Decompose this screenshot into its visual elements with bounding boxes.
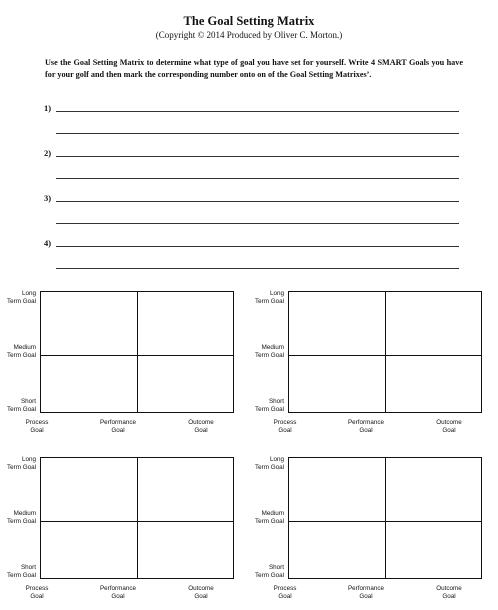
goal-number: 1) (44, 103, 52, 113)
instructions-text: Use the Goal Setting Matrix to determine what type of goal you have set for yourself. Write 4 SMART Goals you have for your golf and then mark the corresponding number onto on of the Goal Setting Matrixes’. (45, 58, 463, 79)
row-label: Medium Term Goal (6, 510, 36, 525)
column-label: Performance Goal (99, 419, 137, 434)
column-label: Process Goal (273, 419, 297, 434)
goal-write-line[interactable] (56, 246, 459, 247)
goal-write-line[interactable] (56, 133, 459, 134)
row-label: Long Term Goal (254, 290, 284, 305)
row-label: Short Term Goal (6, 398, 36, 413)
goal-write-line[interactable] (56, 178, 459, 179)
goal-matrix-1 (0, 268, 250, 434)
goal-number: 4) (44, 238, 52, 248)
matrix-divider-vertical (385, 458, 386, 578)
goal-number: 2) (44, 148, 52, 158)
matrix-divider-horizontal (289, 521, 481, 522)
copyright-subtitle: (Copyright © 2014 Produced by Oliver C. Morton.) (155, 30, 343, 40)
goal-write-line[interactable] (56, 223, 459, 224)
matrix-divider-vertical (137, 292, 138, 412)
row-label: Long Term Goal (6, 290, 36, 305)
column-label: Process Goal (25, 585, 49, 600)
row-label: Medium Term Goal (254, 510, 284, 525)
column-label: Outcome Goal (188, 585, 214, 600)
matrix-grid[interactable] (288, 457, 482, 579)
matrix-divider-horizontal (41, 521, 233, 522)
matrix-divider-horizontal (41, 355, 233, 356)
row-label: Medium Term Goal (254, 344, 284, 359)
goal-number: 3) (44, 193, 52, 203)
row-label: Short Term Goal (6, 564, 36, 579)
matrix-grid[interactable] (288, 291, 482, 413)
goal-matrix-2 (248, 268, 498, 434)
matrix-grid[interactable] (40, 457, 234, 579)
column-label: Performance Goal (347, 419, 385, 434)
matrix-grid[interactable] (40, 291, 234, 413)
column-label: Process Goal (273, 585, 297, 600)
column-label: Outcome Goal (436, 585, 462, 600)
row-label: Short Term Goal (254, 398, 284, 413)
matrix-divider-vertical (137, 458, 138, 578)
row-label: Medium Term Goal (6, 344, 36, 359)
goal-write-line[interactable] (56, 156, 459, 157)
goal-matrix-4 (248, 434, 498, 600)
goal-write-line[interactable] (56, 201, 459, 202)
matrix-divider-vertical (385, 292, 386, 412)
column-label: Outcome Goal (188, 419, 214, 434)
column-label: Performance Goal (99, 585, 137, 600)
column-label: Outcome Goal (436, 419, 462, 434)
page-title: The Goal Setting Matrix (183, 14, 315, 28)
column-label: Process Goal (25, 419, 49, 434)
row-label: Short Term Goal (254, 564, 284, 579)
goal-write-line[interactable] (56, 111, 459, 112)
goal-matrix-3 (0, 434, 250, 600)
matrix-divider-horizontal (289, 355, 481, 356)
column-label: Performance Goal (347, 585, 385, 600)
row-label: Long Term Goal (254, 456, 284, 471)
row-label: Long Term Goal (6, 456, 36, 471)
